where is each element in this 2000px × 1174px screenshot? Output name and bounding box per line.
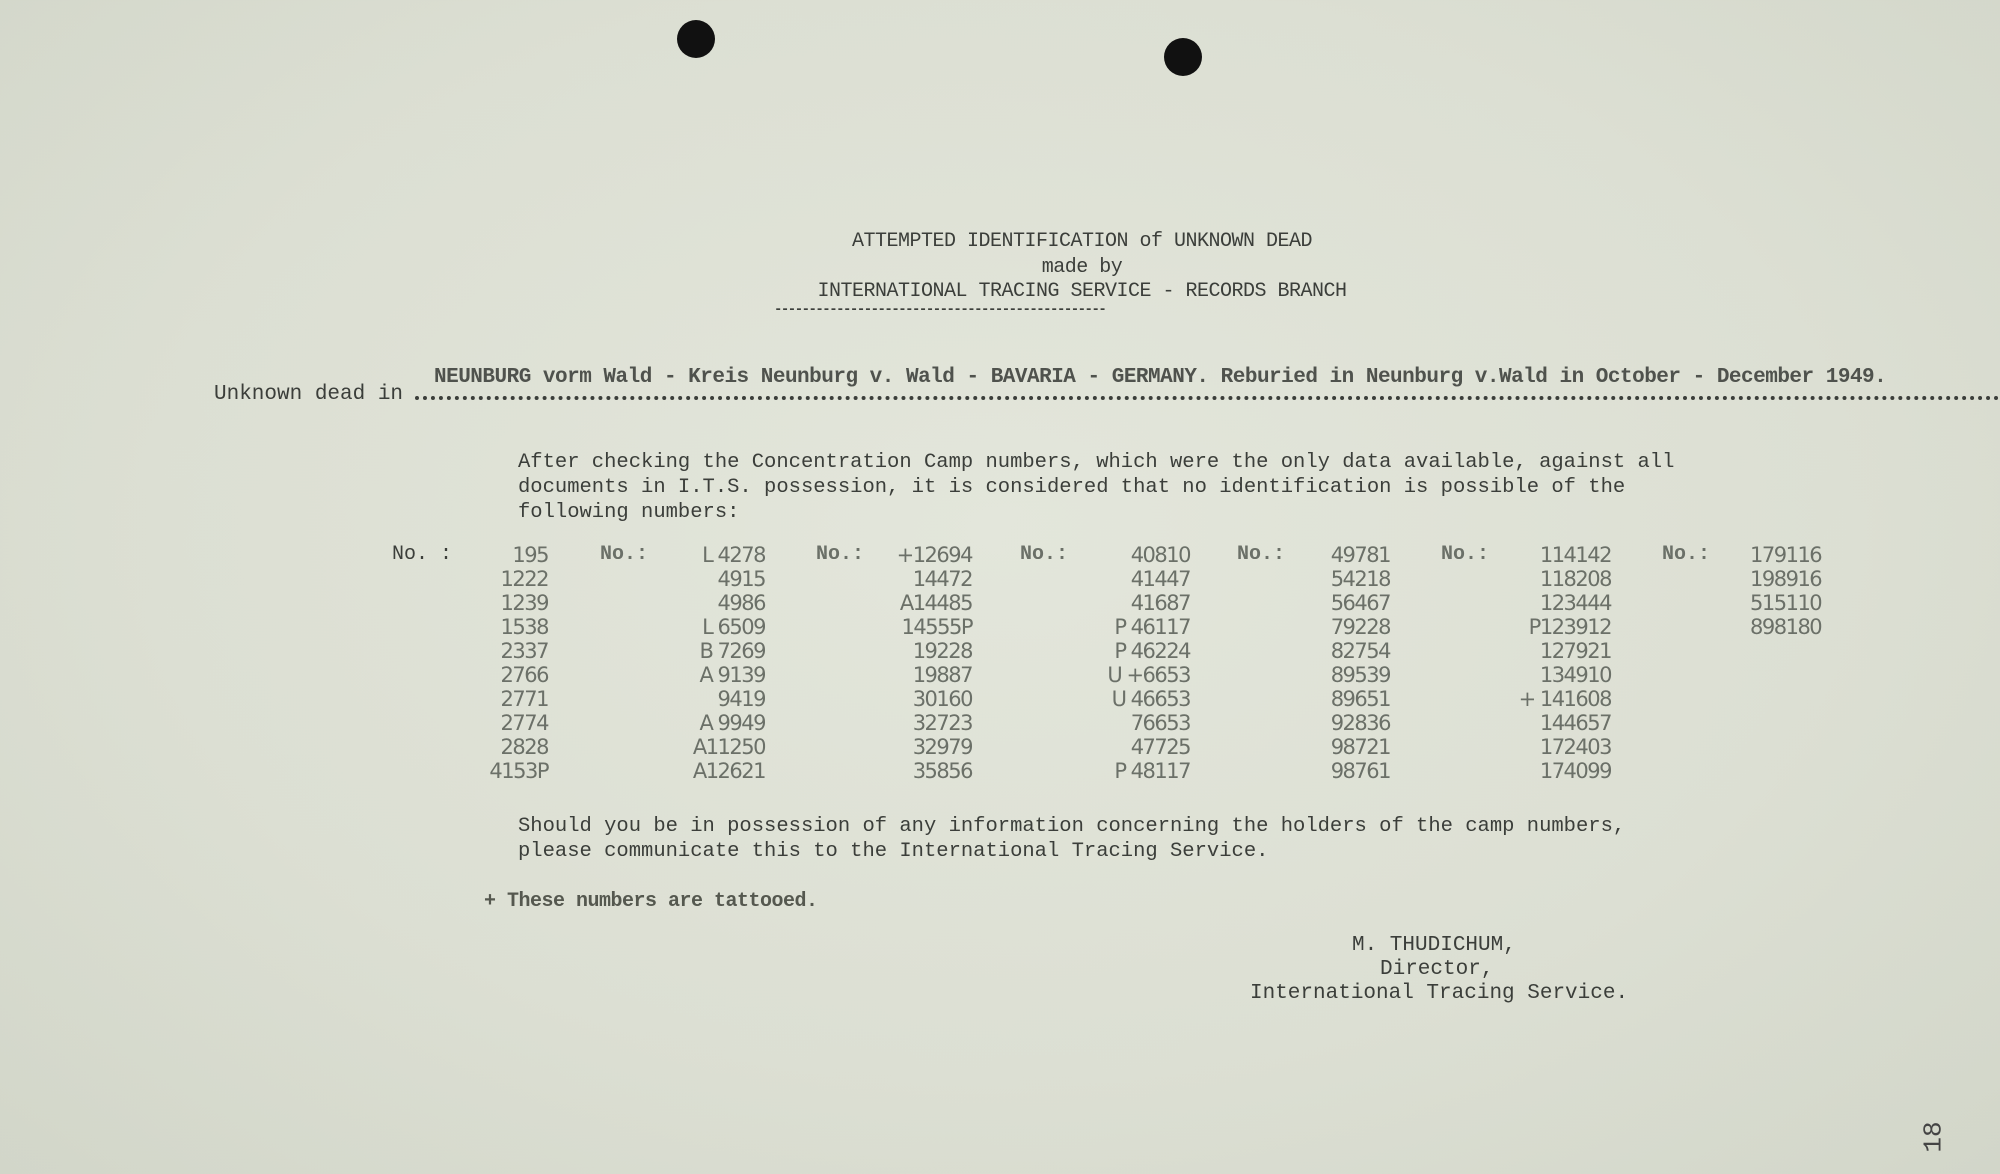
closing-line: please communicate this to the International Tracing Service. (518, 840, 1269, 863)
camp-number: A11250 (692, 735, 765, 759)
camp-number: 2766 (500, 663, 548, 687)
camp-number: 198916 (1750, 567, 1822, 591)
column-label: No. : (392, 543, 453, 566)
camp-number: P 46224 (1114, 639, 1190, 663)
camp-number: 1239 (500, 591, 548, 615)
camp-number: 14555P (901, 615, 972, 639)
camp-number: 2337 (500, 639, 548, 663)
camp-number: A 9949 (699, 711, 765, 735)
camp-number: 49781 (1330, 543, 1390, 567)
page-number: 18 (1918, 1121, 1949, 1153)
camp-number: 47725 (1130, 735, 1190, 759)
camp-number: + 141608 (1518, 687, 1611, 711)
camp-number: 30160 (912, 687, 972, 711)
camp-number: 172403 (1539, 735, 1611, 759)
camp-number: 195 (512, 543, 548, 567)
footnote: + These numbers are tattooed. (484, 890, 818, 913)
location-value: NEUNBURG vorm Wald - Kreis Neunburg v. Wald - BAVARIA - GERMANY. Reburied in Neunburg v.Wald in October - December 1949. (434, 366, 1887, 389)
camp-number: P 48117 (1114, 759, 1190, 783)
number-column (693, 543, 765, 783)
number-column (1107, 543, 1190, 783)
camp-number: 114142 (1539, 543, 1611, 567)
camp-number: 4986 (717, 591, 765, 615)
title-rule: ------------------------------------------------ (774, 302, 1106, 318)
camp-number: 4153P (489, 759, 548, 783)
camp-number: 35856 (912, 759, 972, 783)
punch-hole (1164, 38, 1202, 76)
signature-org: International Tracing Service. (1250, 982, 1629, 1005)
camp-number: 19887 (912, 663, 972, 687)
doc-subtitle: made by (1041, 256, 1123, 279)
camp-number: 32723 (912, 711, 972, 735)
camp-number: B 7269 (699, 639, 765, 663)
camp-number: 32979 (912, 735, 972, 759)
camp-number: 79228 (1330, 615, 1390, 639)
camp-number: 4915 (717, 567, 765, 591)
camp-number: 41687 (1130, 591, 1190, 615)
camp-number: U +6653 (1107, 663, 1190, 687)
camp-number: P 46117 (1114, 615, 1190, 639)
column-label: No.: (1441, 543, 1490, 566)
number-column (897, 543, 972, 783)
camp-number: 89651 (1330, 687, 1390, 711)
camp-number: 1222 (500, 567, 548, 591)
closing-line: Should you be in possession of any information concerning the holders of the camp numbers, (518, 815, 1626, 838)
camp-number: 134910 (1539, 663, 1611, 687)
column-label: No.: (1020, 543, 1069, 566)
number-column (489, 543, 548, 783)
camp-number: U 46653 (1111, 687, 1190, 711)
camp-number: 89539 (1330, 663, 1390, 687)
intro-line: following numbers: (518, 501, 740, 524)
camp-number: 54218 (1330, 567, 1390, 591)
camp-number: 9419 (717, 687, 765, 711)
camp-number: 98721 (1330, 735, 1390, 759)
punch-hole (677, 20, 715, 58)
camp-number: 92836 (1330, 711, 1390, 735)
camp-number: 515110 (1750, 591, 1822, 615)
camp-number: 41447 (1130, 567, 1190, 591)
column-label: No.: (816, 543, 865, 566)
camp-number: 14472 (912, 567, 972, 591)
camp-number: 118208 (1539, 567, 1611, 591)
camp-number: 127921 (1539, 639, 1611, 663)
camp-number: 144657 (1539, 711, 1611, 735)
camp-number: L 4278 (702, 543, 765, 567)
number-column (1750, 543, 1821, 639)
camp-number: A 9139 (699, 663, 765, 687)
camp-number: 1538 (500, 615, 548, 639)
camp-number: 2828 (500, 735, 548, 759)
intro-line: After checking the Concentration Camp numbers, which were the only data available, against all (518, 451, 1675, 474)
camp-number: 98761 (1330, 759, 1390, 783)
column-label: No.: (1237, 543, 1286, 566)
camp-number: 898180 (1750, 615, 1822, 639)
intro-line: documents in I.T.S. possession, it is considered that no identification is possible of the (518, 476, 1626, 499)
number-column (1331, 543, 1390, 783)
camp-number: 40810 (1130, 543, 1190, 567)
camp-number: 179116 (1750, 543, 1822, 567)
signature-name: M. THUDICHUM, (1352, 934, 1516, 957)
doc-title: ATTEMPTED IDENTIFICATION of UNKNOWN DEAD (851, 230, 1313, 253)
camp-number: 56467 (1330, 591, 1390, 615)
camp-number: 174099 (1539, 759, 1611, 783)
camp-number: 2774 (500, 711, 548, 735)
doc-organization: INTERNATIONAL TRACING SERVICE - RECORDS BRANCH (817, 280, 1347, 303)
camp-number: A12621 (692, 759, 765, 783)
location-label: Unknown dead in (214, 383, 404, 406)
camp-number: A14485 (899, 591, 972, 615)
dotted-line (415, 396, 2000, 400)
camp-number: 2771 (500, 687, 548, 711)
signature-title: Director, (1380, 958, 1494, 981)
camp-number: 82754 (1330, 639, 1390, 663)
camp-number: +12694 (896, 543, 972, 567)
camp-number: L 6509 (702, 615, 765, 639)
number-column (1519, 543, 1611, 783)
column-label: No.: (1662, 543, 1711, 566)
camp-number: 123444 (1539, 591, 1611, 615)
column-label: No.: (600, 543, 649, 566)
camp-number: 19228 (912, 639, 972, 663)
camp-number: 76653 (1130, 711, 1190, 735)
camp-number: P123912 (1528, 615, 1611, 639)
